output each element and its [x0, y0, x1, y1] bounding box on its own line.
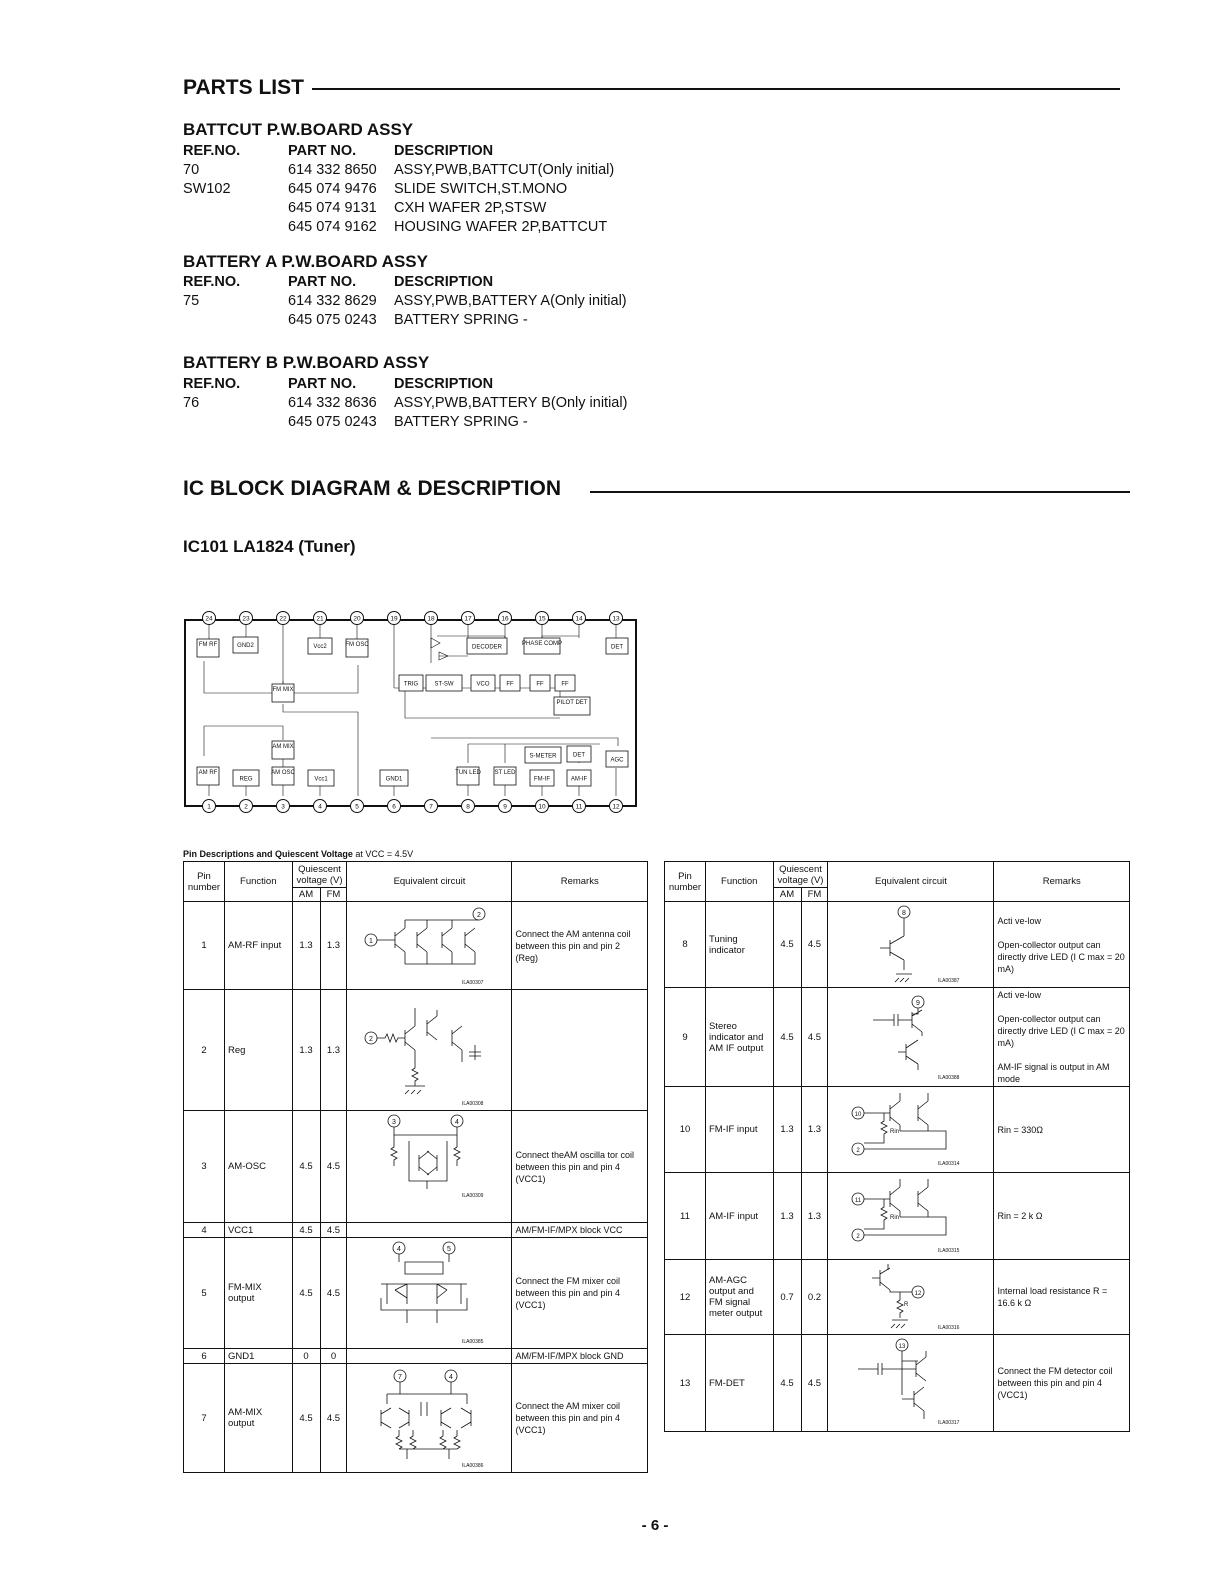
header-remarks: Remarks [994, 862, 1130, 902]
remarks-cell: Connect the AM mixer coil between this pin and pin 4 (VCC1) [512, 1364, 648, 1473]
svg-text:20: 20 [353, 615, 361, 623]
svg-text:5: 5 [355, 803, 359, 811]
remarks-cell: Connect theAM oscilla tor coil between this pin and pin 4 (VCC1) [512, 1111, 648, 1223]
svg-text:Rin: Rin [890, 1129, 900, 1135]
table-row [184, 1223, 648, 1238]
pin-circle [610, 800, 623, 813]
svg-text:ILA00308: ILA00308 [462, 1101, 484, 1107]
ref-cell: 76 [183, 395, 200, 411]
ic-section-rule [590, 491, 1130, 493]
svg-text:13: 13 [899, 1344, 906, 1350]
svg-text:8: 8 [902, 910, 907, 917]
pin-circle [536, 800, 549, 813]
remarks-cell: Rin = 330Ω [994, 1087, 1130, 1173]
svg-text:2: 2 [369, 1036, 374, 1043]
svg-text:17: 17 [464, 615, 472, 623]
svg-text:ILA00388: ILA00388 [938, 1075, 960, 1081]
block-pilot-det: PILOT DET [556, 700, 588, 706]
am-cell: 4.5 [773, 902, 801, 988]
fm-cell: 4.5 [801, 1335, 828, 1432]
pin-circle [462, 800, 475, 813]
desc-cell: SLIDE SWITCH,ST.MONO [394, 181, 568, 197]
pin-circle [203, 612, 216, 625]
svg-text:22: 22 [279, 615, 287, 623]
parts-list-rule [312, 88, 1120, 90]
header-am: AM [773, 888, 801, 902]
pin-circle [610, 612, 623, 625]
part-cell: 614 332 8629 [288, 293, 377, 309]
header-pin: Pin number [184, 862, 225, 902]
svg-text:7: 7 [398, 1374, 403, 1381]
equivalent-circuit [828, 1335, 994, 1432]
part-cell: 645 074 9162 [288, 219, 377, 235]
ref-cell: 70 [183, 162, 200, 178]
remark-line: Acti ve-low [997, 915, 1041, 926]
table-row [665, 1087, 1130, 1173]
remarks-cell: AM/FM-IF/MPX block GND [512, 1349, 648, 1364]
svg-text:4: 4 [449, 1374, 454, 1381]
pin-circle [425, 612, 438, 625]
block-phase-comp: PHASE COMP [521, 641, 563, 647]
equivalent-circuit [347, 1238, 512, 1349]
pin-cell: 11 [665, 1173, 706, 1260]
header-pin: Pin number [665, 862, 706, 902]
svg-text:2: 2 [856, 1234, 861, 1240]
svg-text:R: R [904, 1302, 909, 1308]
pin-circle [277, 800, 290, 813]
equivalent-circuit [347, 902, 512, 990]
col-ref-header: REF.NO. [183, 274, 241, 290]
svg-text:9: 9 [503, 803, 507, 811]
svg-text:11: 11 [575, 803, 583, 811]
section-title-battcut: BATTCUT P.W.BOARD ASSY [183, 120, 414, 139]
table-row [184, 1349, 648, 1364]
remarks-cell: AM/FM-IF/MPX block VCC [512, 1223, 648, 1238]
remark-line: AM-IF signal is output in AM mode [997, 1062, 1110, 1084]
svg-text:ILA00385: ILA00385 [462, 1339, 484, 1345]
remark-line: Acti ve-low [997, 990, 1041, 1000]
equivalent-circuit [347, 1349, 512, 1364]
function-cell: AM-IF input [705, 1173, 773, 1260]
fm-cell: 4.5 [801, 988, 828, 1087]
pin-cell: 1 [184, 902, 225, 990]
pin-circle [425, 800, 438, 813]
block-vcc1: Vcc1 [314, 776, 328, 783]
fm-cell: 1.3 [801, 1173, 828, 1260]
fm-cell: 4.5 [801, 902, 828, 988]
pin-circle [499, 612, 512, 625]
pin-cell: 12 [665, 1260, 706, 1335]
remarks-cell [994, 902, 1130, 988]
am-cell: 1.3 [292, 902, 320, 990]
remarks-cell: Rin = 2 k Ω [994, 1173, 1130, 1260]
table-row [665, 1173, 1130, 1260]
block-ff: FF [506, 681, 514, 688]
desc-cell: ASSY,PWB,BATTERY B(Only initial) [394, 395, 628, 411]
desc-cell: CXH WAFER 2P,STSW [394, 200, 547, 216]
caption-bold: Pin Descriptions and Quiescent Voltage [183, 849, 353, 859]
block-trig: TRIG [403, 681, 419, 688]
remark-line: Open-collector output can directly drive LED (I C max = 20 mA) [997, 939, 1125, 974]
remarks-cell [994, 988, 1130, 1087]
fm-cell: 1.3 [320, 902, 347, 990]
am-cell: 0.7 [773, 1260, 801, 1335]
header-fm: FM [801, 888, 828, 902]
pin-circle [536, 612, 549, 625]
parts-table-battery-b [183, 376, 683, 436]
part-cell: 614 332 8636 [288, 395, 377, 411]
fm-cell: 4.5 [320, 1238, 347, 1349]
remark-line: Open-collector output can directly drive LED (I C max = 20 mA) [997, 1014, 1125, 1048]
svg-text:ILA00307: ILA00307 [462, 980, 484, 986]
svg-text:ILA00314: ILA00314 [938, 1161, 960, 1167]
equivalent-circuit [347, 990, 512, 1111]
function-cell: Reg [224, 990, 292, 1111]
pin-cell: 6 [184, 1349, 225, 1364]
svg-text:9: 9 [916, 1000, 921, 1007]
block-det-top: DET [611, 644, 623, 651]
pin-circle [573, 612, 586, 625]
svg-text:21: 21 [316, 615, 324, 623]
pin-circle [388, 800, 401, 813]
fm-cell: 1.3 [320, 990, 347, 1111]
col-part-header: PART NO. [288, 376, 357, 392]
block-agc: AGC [610, 757, 624, 764]
caption-rest: at VCC = 4.5V [352, 849, 414, 859]
header-remarks: Remarks [512, 862, 648, 902]
parts-table-battery-a [183, 274, 683, 334]
pin-cell: 2 [184, 990, 225, 1111]
pin-cell: 3 [184, 1111, 225, 1223]
table-row [184, 1111, 648, 1223]
pin-cell: 4 [184, 1223, 225, 1238]
desc-cell: HOUSING WAFER 2P,BATTCUT [394, 219, 608, 235]
header-circuit: Equivalent circuit [347, 862, 512, 902]
pin-circle [240, 800, 253, 813]
remarks-cell: Connect the FM detector coil between this pin and pin 4 (VCC1) [994, 1335, 1130, 1432]
svg-text:14: 14 [575, 615, 583, 623]
desc-cell: BATTERY SPRING - [394, 414, 528, 430]
section-title-battery-b: BATTERY B P.W.BOARD ASSY [183, 353, 430, 372]
header-function: Function [705, 862, 773, 902]
table-row [184, 990, 648, 1111]
function-cell: FM-MIX output [224, 1238, 292, 1349]
block-det-mid: DET [573, 752, 585, 759]
svg-text:4: 4 [455, 1119, 460, 1126]
pin-circle [240, 612, 253, 625]
pin-table-caption [183, 849, 413, 859]
svg-text:7: 7 [429, 803, 433, 811]
svg-text:5: 5 [447, 1246, 452, 1253]
table-row [184, 1238, 648, 1349]
header-quiescent: Quiescent voltage (V) [292, 862, 347, 888]
ic-section-title: IC BLOCK DIAGRAM & DESCRIPTION [183, 477, 561, 500]
header-function: Function [224, 862, 292, 902]
block-fm-if: FM-IF [534, 776, 550, 783]
equivalent-circuit [347, 1111, 512, 1223]
svg-text:12: 12 [915, 1291, 922, 1297]
block-st-led: ST LED [494, 770, 516, 776]
am-cell: 1.3 [773, 1173, 801, 1260]
am-cell: 1.3 [292, 990, 320, 1111]
svg-text:10: 10 [855, 1112, 862, 1118]
col-ref-header: REF.NO. [183, 376, 241, 392]
block-vcc2: Vcc2 [313, 644, 327, 650]
fm-cell: 0 [320, 1349, 347, 1364]
svg-text:15: 15 [538, 615, 546, 623]
function-cell: VCC1 [224, 1223, 292, 1238]
svg-text:11: 11 [855, 1198, 862, 1204]
pin-cell: 10 [665, 1087, 706, 1173]
svg-text:ILA00386: ILA00386 [462, 1463, 484, 1469]
ic-subtitle: IC101 LA1824 (Tuner) [183, 537, 356, 556]
table-row [665, 902, 1130, 988]
col-part-header: PART NO. [288, 274, 357, 290]
equivalent-circuit [828, 988, 994, 1087]
equivalent-circuit [828, 1173, 994, 1260]
pin-cell: 9 [665, 988, 706, 1087]
svg-text:13: 13 [612, 615, 620, 623]
remarks-cell: Internal load resistance R = 16.6 k Ω [994, 1260, 1130, 1335]
table-row [665, 1335, 1130, 1432]
function-cell: FM-DET [705, 1335, 773, 1432]
svg-text:8: 8 [466, 803, 470, 811]
function-cell: Stereo indicator and AM IF output [705, 988, 773, 1087]
top-pins [203, 612, 623, 625]
header-am: AM [292, 888, 320, 902]
svg-text:2: 2 [477, 912, 482, 919]
block-gnd1: GND1 [385, 776, 403, 783]
block-am-osc: AM OSC [271, 770, 295, 776]
svg-text:12: 12 [612, 803, 620, 811]
pin-table-right [664, 861, 1130, 1432]
pin-circle [203, 800, 216, 813]
header-fm: FM [320, 888, 347, 902]
equivalent-circuit [347, 1364, 512, 1473]
pin-table-left [183, 861, 648, 1473]
am-cell: 4.5 [292, 1223, 320, 1238]
parts-table-battcut [183, 143, 683, 239]
pin-circle [314, 612, 327, 625]
svg-text:19: 19 [390, 615, 398, 623]
am-cell: 4.5 [773, 1335, 801, 1432]
pin-cell: 13 [665, 1335, 706, 1432]
blocks [197, 637, 628, 786]
col-desc-header: DESCRIPTION [394, 143, 494, 159]
svg-text:10: 10 [538, 803, 546, 811]
fm-cell: 0.2 [801, 1260, 828, 1335]
svg-text:3: 3 [281, 803, 285, 811]
block-vco: VCO [476, 681, 490, 688]
svg-text:4: 4 [318, 803, 322, 811]
remarks-cell: Connect the FM mixer coil between this pin and pin 4 (VCC1) [512, 1238, 648, 1349]
col-ref-header: REF.NO. [183, 143, 241, 159]
svg-text:ILA00316: ILA00316 [938, 1325, 960, 1331]
block-fm-rf: FM RF [198, 642, 218, 648]
desc-cell: BATTERY SPRING - [394, 312, 528, 328]
pin-circle [314, 800, 327, 813]
svg-text:4: 4 [397, 1246, 402, 1253]
part-cell: 645 074 9476 [288, 181, 377, 197]
part-cell: 614 332 8650 [288, 162, 377, 178]
fm-cell: 1.3 [801, 1087, 828, 1173]
section-title-battery-a: BATTERY A P.W.BOARD ASSY [183, 252, 428, 271]
block-s-meter: S-METER [529, 753, 557, 760]
header-quiescent: Quiescent voltage (V) [773, 862, 828, 888]
am-cell: 4.5 [292, 1111, 320, 1223]
col-desc-header: DESCRIPTION [394, 274, 494, 290]
am-cell: 4.5 [292, 1238, 320, 1349]
col-desc-header: DESCRIPTION [394, 376, 494, 392]
svg-text:6: 6 [392, 803, 396, 811]
pin-circle [351, 800, 364, 813]
am-cell: 4.5 [773, 988, 801, 1087]
table-row [184, 902, 648, 990]
function-cell: FM-IF input [705, 1087, 773, 1173]
equivalent-circuit [828, 1260, 994, 1335]
function-cell: AM-MIX output [224, 1364, 292, 1473]
table-row [665, 1260, 1130, 1335]
block-am-if: AM-IF [570, 776, 588, 783]
svg-text:3: 3 [392, 1119, 397, 1126]
equivalent-circuit [828, 902, 994, 988]
svg-text:1: 1 [369, 938, 374, 945]
pin-circle [499, 800, 512, 813]
block-gnd2: GND2 [237, 643, 254, 649]
function-cell: AM-RF input [224, 902, 292, 990]
equivalent-circuit [828, 1087, 994, 1173]
pin-cell: 7 [184, 1364, 225, 1473]
block-am-mix: AM MIX [272, 744, 294, 750]
svg-text:23: 23 [242, 615, 250, 623]
am-cell: 0 [292, 1349, 320, 1364]
svg-text:ILA00315: ILA00315 [938, 1248, 960, 1254]
equivalent-circuit [347, 1223, 512, 1238]
col-part-header: PART NO. [288, 143, 357, 159]
block-am-rf: AM RF [198, 770, 218, 776]
function-cell: GND1 [224, 1349, 292, 1364]
svg-text:ILA00387: ILA00387 [938, 978, 960, 984]
svg-text:ILA00317: ILA00317 [938, 1420, 960, 1426]
function-cell: AM-AGC output and FM signal meter output [705, 1260, 773, 1335]
ref-cell: SW102 [183, 181, 231, 197]
block-fm-osc: FM OSC [345, 642, 369, 648]
fm-cell: 4.5 [320, 1111, 347, 1223]
svg-text:1: 1 [207, 803, 211, 811]
block-decoder: DECODER [471, 644, 503, 651]
fm-cell: 4.5 [320, 1223, 347, 1238]
svg-text:18: 18 [427, 615, 435, 623]
desc-cell: ASSY,PWB,BATTERY A(Only initial) [394, 293, 627, 309]
pin-circle [351, 612, 364, 625]
pin-cell: 5 [184, 1238, 225, 1349]
block-fm-mix: FM MIX [272, 687, 294, 693]
part-cell: 645 075 0243 [288, 414, 377, 430]
svg-text:ILA00309: ILA00309 [462, 1193, 484, 1199]
pin-circle [388, 612, 401, 625]
block-ff: FF [536, 681, 544, 688]
svg-text:2: 2 [856, 1148, 861, 1154]
desc-cell: ASSY,PWB,BATTCUT(Only initial) [394, 162, 615, 178]
svg-text:Rin: Rin [890, 1215, 900, 1221]
parts-list-title: PARTS LIST [183, 76, 304, 99]
function-cell: Tuning indicator [705, 902, 773, 988]
am-cell: 4.5 [292, 1364, 320, 1473]
remarks-cell: Connect the AM antenna coil between this pin and pin 2 (Reg) [512, 902, 648, 990]
pin-cell: 8 [665, 902, 706, 988]
svg-text:24: 24 [205, 615, 213, 623]
am-cell: 1.3 [773, 1087, 801, 1173]
svg-text:16: 16 [501, 615, 509, 623]
remarks-cell [512, 990, 648, 1111]
block-ff: FF [561, 681, 569, 688]
pin-circle [573, 800, 586, 813]
pin-circle [462, 612, 475, 625]
block-tun-led: TUN LED [455, 770, 481, 776]
fm-cell: 4.5 [320, 1364, 347, 1473]
block-st-sw: ST-SW [434, 681, 454, 688]
svg-text:2: 2 [244, 803, 248, 811]
pin-circle [277, 612, 290, 625]
part-cell: 645 074 9131 [288, 200, 377, 216]
ic-block-diagram [180, 608, 642, 818]
ref-cell: 75 [183, 293, 200, 309]
block-reg: REG [239, 776, 253, 783]
part-cell: 645 075 0243 [288, 312, 377, 328]
function-cell: AM-OSC [224, 1111, 292, 1223]
table-row [184, 1364, 648, 1473]
header-circuit: Equivalent circuit [828, 862, 994, 902]
table-row [665, 988, 1130, 1087]
page-number: - 6 - [641, 1517, 669, 1534]
